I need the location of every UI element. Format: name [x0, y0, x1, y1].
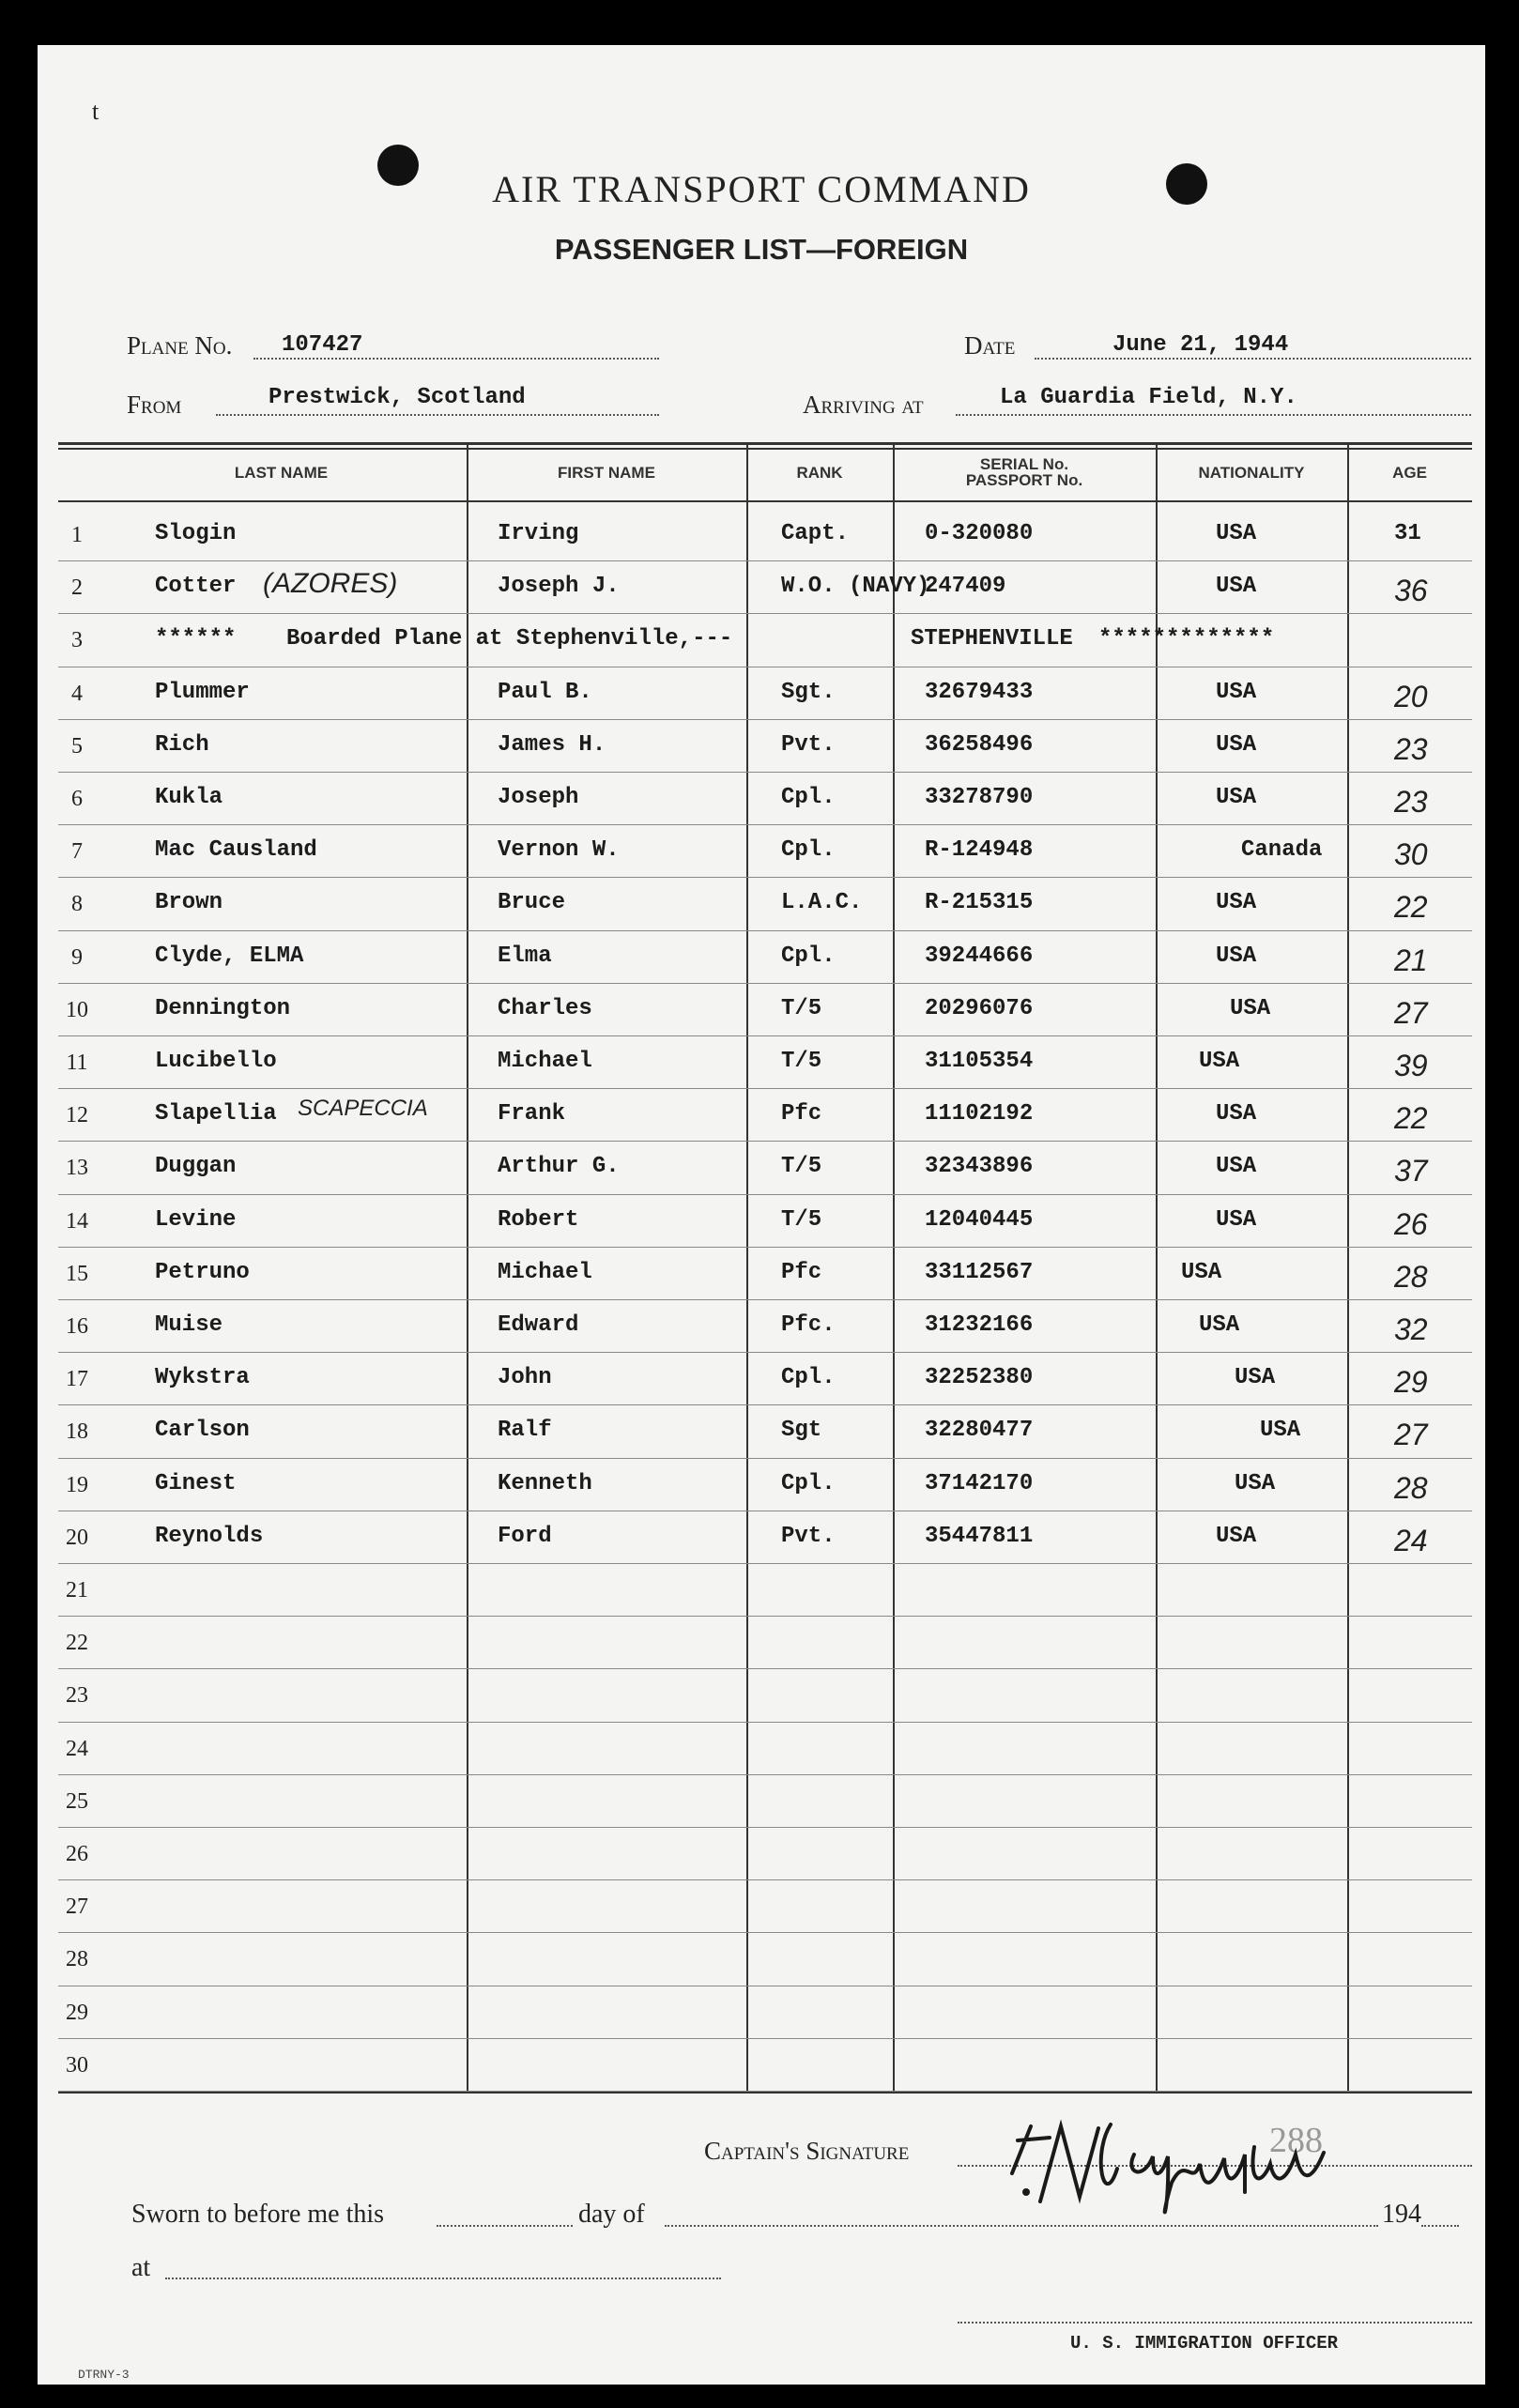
- cell-age: 21: [1394, 943, 1428, 977]
- from-line: [216, 414, 659, 416]
- row-number: 30: [66, 2052, 88, 2078]
- sworn-day-line: [437, 2225, 573, 2227]
- row-number: 23: [66, 1683, 88, 1709]
- cell-age: 28: [1394, 1470, 1428, 1505]
- cell-nationality: USA: [1260, 1418, 1301, 1444]
- at-label: at: [131, 2253, 151, 2282]
- cell-first-name: Paul B.: [498, 679, 592, 705]
- cell-serial-passport: 33112567: [925, 1259, 1034, 1285]
- cell-last-name: Slapellia: [155, 1101, 277, 1127]
- cell-last-name: Cotter: [155, 574, 237, 600]
- year-line: [1421, 2225, 1459, 2227]
- cell-rank: Pfc.: [781, 1312, 836, 1338]
- row-divider: [58, 1141, 1472, 1142]
- cell-serial-passport: 11102192: [925, 1101, 1034, 1127]
- form-title: AIR TRANSPORT COMMAND: [492, 168, 1031, 210]
- row-number: 22: [66, 1631, 88, 1656]
- cell-last-name: Dennington: [155, 995, 291, 1021]
- cell-rank: T/5: [781, 1206, 822, 1233]
- cell-serial-passport: 39244666: [925, 943, 1034, 969]
- row-number: 10: [66, 997, 88, 1022]
- captain-signature: [993, 2098, 1369, 2244]
- cell-serial-passport: 32343896: [925, 1154, 1034, 1180]
- row-divider: [58, 1774, 1472, 1775]
- cell-last-name: Slogin: [155, 521, 237, 546]
- row-divider: [58, 772, 1472, 773]
- cell-rank: T/5: [781, 1049, 822, 1074]
- row-divider: [58, 2091, 1472, 2092]
- cell-age: 32: [1394, 1312, 1428, 1346]
- cell-first-name: Edward: [498, 1312, 579, 1338]
- cell-nationality: Canada: [1241, 837, 1323, 864]
- cell-serial-passport: 20296076: [925, 995, 1034, 1021]
- cell-first-name: Kenneth: [498, 1470, 592, 1496]
- cell-nationality: USA: [1235, 1365, 1276, 1391]
- row-divider: [58, 1458, 1472, 1459]
- row-number: 13: [66, 1156, 88, 1181]
- row-divider: [58, 983, 1472, 984]
- cell-first-name: Frank: [498, 1101, 566, 1127]
- cell-last-name: Petruno: [155, 1259, 250, 1285]
- row-number: 15: [66, 1261, 88, 1286]
- row-divider: [58, 2038, 1472, 2039]
- cell-age: 23: [1394, 785, 1428, 819]
- cell-serial-passport: 31232166: [925, 1312, 1034, 1338]
- cell-last-name: Wykstra: [155, 1365, 250, 1391]
- col-header-last-name: LAST NAME: [234, 463, 329, 482]
- cell-serial-passport: STEPHENVILLE: [911, 626, 1073, 652]
- row-divider: [58, 560, 1472, 561]
- sworn-label: Sworn to before me this: [131, 2200, 385, 2229]
- cell-last-name: Clyde, ELMA: [155, 943, 304, 969]
- page-stamp-number: 288: [1269, 2121, 1323, 2160]
- row-number: 6: [71, 787, 83, 811]
- cell-last-name: Mac Causland: [155, 837, 317, 864]
- cell-nationality: USA: [1216, 679, 1257, 705]
- cell-last-name: Plummer: [155, 679, 250, 705]
- cell-first-name: Michael: [498, 1259, 592, 1285]
- cell-age: 27: [1394, 995, 1428, 1030]
- arriving-line: [956, 414, 1471, 416]
- form-id: DTRNY-3: [78, 2368, 130, 2382]
- cell-rank: Sgt.: [781, 679, 836, 705]
- cell-last-name: Levine: [155, 1206, 237, 1233]
- cell-first-name: Ralf: [498, 1418, 552, 1444]
- cell-rank: T/5: [781, 995, 822, 1021]
- col-divider-5: [1347, 444, 1349, 2094]
- cell-first-name: Ford: [498, 1523, 552, 1549]
- row-number: 12: [66, 1103, 88, 1128]
- cell-rank: Cpl.: [781, 1470, 836, 1496]
- cell-age: 26: [1394, 1206, 1428, 1241]
- table-bottom-border: [58, 2092, 1472, 2094]
- col-header-age: AGE: [1392, 463, 1427, 482]
- cell-last-name: Lucibello: [155, 1049, 277, 1074]
- col-divider-3: [893, 444, 895, 2094]
- col-header-first-name: FIRST NAME: [558, 463, 655, 482]
- cell-last-name: Rich: [155, 731, 209, 758]
- row-divider: [58, 719, 1472, 720]
- row-number: 3: [71, 628, 83, 653]
- captain-signature-label: Captain's Signature: [704, 2137, 910, 2165]
- cell-first-name: John: [498, 1365, 552, 1391]
- cell-serial-passport: 32252380: [925, 1365, 1034, 1391]
- row-number: 29: [66, 2000, 88, 2025]
- cell-nationality: USA: [1216, 574, 1257, 600]
- row-divider: [58, 1879, 1472, 1880]
- cell-rank: Cpl.: [781, 1365, 836, 1391]
- cell-rank: Capt.: [781, 521, 850, 546]
- from-value: Prestwick, Scotland: [269, 385, 526, 410]
- cell-last-name: ******: [155, 626, 237, 652]
- row-divider: [58, 1616, 1472, 1617]
- cell-age: 37: [1394, 1154, 1428, 1189]
- cell-nationality: USA: [1216, 731, 1257, 758]
- cell-nationality: USA: [1216, 785, 1257, 810]
- row-divider: [58, 1404, 1472, 1405]
- cell-nationality: USA: [1235, 1470, 1276, 1496]
- cell-rank: Pvt.: [781, 731, 836, 758]
- cell-age: 29: [1394, 1365, 1428, 1400]
- row-number: 2: [71, 575, 83, 601]
- cell-first-name: Charles: [498, 995, 592, 1021]
- row-number: 4: [71, 681, 83, 706]
- cell-nationality: USA: [1216, 890, 1257, 916]
- cell-serial-passport: R-124948: [925, 837, 1034, 864]
- cell-first-name: Arthur G.: [498, 1154, 620, 1180]
- cell-nationality: USA: [1216, 1154, 1257, 1180]
- cell-age: 31: [1394, 521, 1421, 546]
- cell-rank: Pfc: [781, 1259, 822, 1285]
- row-divider: [58, 613, 1472, 614]
- cell-nationality: USA: [1199, 1049, 1240, 1074]
- row-divider: [58, 930, 1472, 931]
- col-header-serial: [893, 444, 1156, 500]
- cell-age: 28: [1394, 1259, 1428, 1294]
- cell-first-name: Michael: [498, 1049, 592, 1074]
- row-divider: [58, 1088, 1472, 1089]
- row-number: 25: [66, 1788, 88, 1814]
- cell-last-name: Duggan: [155, 1154, 237, 1180]
- cell-serial-passport: R-215315: [925, 890, 1034, 916]
- row-number: 5: [71, 733, 83, 759]
- cell-first-name: Boarded Plane at Stephenville,---: [286, 626, 733, 652]
- cell-nationality: USA: [1216, 1523, 1257, 1549]
- cell-first-name: James H.: [498, 731, 606, 758]
- day-of-label: day of: [578, 2200, 645, 2229]
- row-number: 9: [71, 944, 83, 970]
- row-number: 19: [66, 1472, 88, 1497]
- passenger-list-form: [38, 45, 1485, 2385]
- cell-serial-passport: 37142170: [925, 1470, 1034, 1496]
- cell-serial-passport: 32679433: [925, 679, 1034, 705]
- cell-rank: Cpl.: [781, 785, 836, 810]
- row-number: 7: [71, 839, 83, 865]
- row-divider: [58, 1194, 1472, 1195]
- row-divider: [58, 1247, 1472, 1248]
- plane-no-label: Plane No.: [127, 331, 233, 360]
- cell-last-name: Muise: [155, 1312, 223, 1338]
- row-number: 17: [66, 1367, 88, 1392]
- cell-age: 23: [1394, 731, 1428, 766]
- cell-rank: L.A.C.: [781, 890, 863, 916]
- row-number: 24: [66, 1736, 88, 1761]
- date-line: [1035, 358, 1471, 360]
- cell-first-name: Joseph J.: [498, 574, 620, 600]
- immigration-officer-label: U. S. IMMIGRATION OFFICER: [1070, 2333, 1339, 2354]
- cell-age: 22: [1394, 890, 1428, 925]
- cell-last-name: Kukla: [155, 785, 223, 810]
- cell-rank: Cpl.: [781, 943, 836, 969]
- row-number: 26: [66, 1842, 88, 1866]
- cell-nationality: USA: [1199, 1312, 1240, 1338]
- col-header-nationality: NATIONALITY: [1198, 463, 1305, 482]
- cell-rank: Cpl.: [781, 837, 836, 864]
- row-number: 18: [66, 1419, 88, 1445]
- row-divider: [58, 1299, 1472, 1300]
- from-label: From: [127, 391, 182, 419]
- cell-age: 36: [1394, 574, 1428, 608]
- cell-first-name: Robert: [498, 1206, 579, 1233]
- cell-age: 39: [1394, 1049, 1428, 1082]
- col-header-rank: RANK: [796, 463, 843, 482]
- cell-rank: Sgt: [781, 1418, 822, 1444]
- form-subtitle: PASSENGER LIST—FOREIGN: [554, 233, 969, 266]
- year-label: 194: [1382, 2200, 1421, 2229]
- row-divider: [58, 877, 1472, 878]
- col-divider-4: [1156, 444, 1158, 2094]
- cell-rank: T/5: [781, 1154, 822, 1180]
- date-value: June 21, 1944: [1112, 332, 1289, 358]
- cell-handwritten-note: SCAPECCIA: [298, 1096, 428, 1122]
- row-number: 8: [71, 892, 83, 917]
- at-line: [165, 2278, 721, 2279]
- col-header-passport-no: PASSPORT No.: [965, 471, 1083, 489]
- cell-first-name: Vernon W.: [498, 837, 620, 864]
- sworn-month-line: [665, 2225, 1378, 2227]
- row-divider: [58, 1352, 1472, 1353]
- row-number: 28: [66, 1947, 88, 1972]
- cell-first-name: Joseph: [498, 785, 579, 810]
- arriving-label: Arriving at: [803, 391, 924, 419]
- cell-nationality: USA: [1216, 943, 1257, 969]
- row-number: 21: [66, 1578, 88, 1603]
- cell-rank: W.O. (NAVY): [781, 574, 930, 600]
- cell-serial-passport: 12040445: [925, 1206, 1034, 1233]
- row-number: 20: [66, 1525, 88, 1550]
- cell-first-name: Elma: [498, 943, 552, 969]
- row-divider: [58, 1035, 1472, 1036]
- col-divider-2: [746, 444, 748, 2094]
- cell-nationality: USA: [1216, 521, 1257, 546]
- row-number: 27: [66, 1894, 88, 1920]
- col-header-serial-no: SERIAL No.: [979, 455, 1069, 473]
- plane-no-line: [253, 358, 659, 360]
- cell-nationality: USA: [1230, 995, 1271, 1021]
- cell-nationality: USA: [1181, 1259, 1222, 1285]
- row-number: 16: [66, 1314, 88, 1339]
- cell-last-name: Reynolds: [155, 1523, 264, 1549]
- header-bottom-border: [58, 500, 1472, 502]
- cell-handwritten-note: (AZORES): [263, 568, 398, 600]
- row-number: 1: [71, 523, 83, 547]
- cell-serial-passport: 31105354: [925, 1049, 1034, 1074]
- cell-last-name: Brown: [155, 890, 223, 916]
- cell-serial-passport: 0-320080: [925, 521, 1034, 546]
- row-divider: [58, 1563, 1472, 1564]
- cell-first-name: Bruce: [498, 890, 566, 916]
- row-number: 11: [66, 1051, 88, 1075]
- row-divider: [58, 824, 1472, 825]
- cell-age: 24: [1394, 1523, 1428, 1557]
- cell-nationality: USA: [1216, 1101, 1257, 1127]
- cell-age: 27: [1394, 1418, 1428, 1452]
- cell-serial-passport: 33278790: [925, 785, 1034, 810]
- cell-serial-passport: 36258496: [925, 731, 1034, 758]
- cell-age: 20: [1394, 679, 1428, 713]
- cell-serial-passport: 247409: [925, 574, 1006, 600]
- cell-last-name: Carlson: [155, 1418, 250, 1444]
- cell-nationality: *************: [1098, 626, 1275, 652]
- officer-line: [958, 2322, 1472, 2324]
- row-divider: [58, 1932, 1472, 1933]
- cell-last-name: Ginest: [155, 1470, 237, 1496]
- cell-first-name: Irving: [498, 521, 579, 546]
- corner-mark: t: [92, 98, 100, 125]
- col-divider-1: [467, 444, 468, 2094]
- cell-rank: Pvt.: [781, 1523, 836, 1549]
- date-label: Date: [964, 331, 1016, 360]
- row-divider: [58, 1722, 1472, 1723]
- cell-rank: Pfc: [781, 1101, 822, 1127]
- cell-serial-passport: 35447811: [925, 1523, 1034, 1549]
- cell-age: 22: [1394, 1101, 1428, 1136]
- arriving-value: La Guardia Field, N.Y.: [1000, 385, 1297, 410]
- cell-age: 30: [1394, 837, 1428, 872]
- cell-serial-passport: 32280477: [925, 1418, 1034, 1444]
- row-divider: [58, 1827, 1472, 1828]
- row-divider: [58, 1668, 1472, 1669]
- plane-no-value: 107427: [282, 332, 363, 358]
- cell-nationality: USA: [1216, 1206, 1257, 1233]
- row-number: 14: [66, 1208, 88, 1234]
